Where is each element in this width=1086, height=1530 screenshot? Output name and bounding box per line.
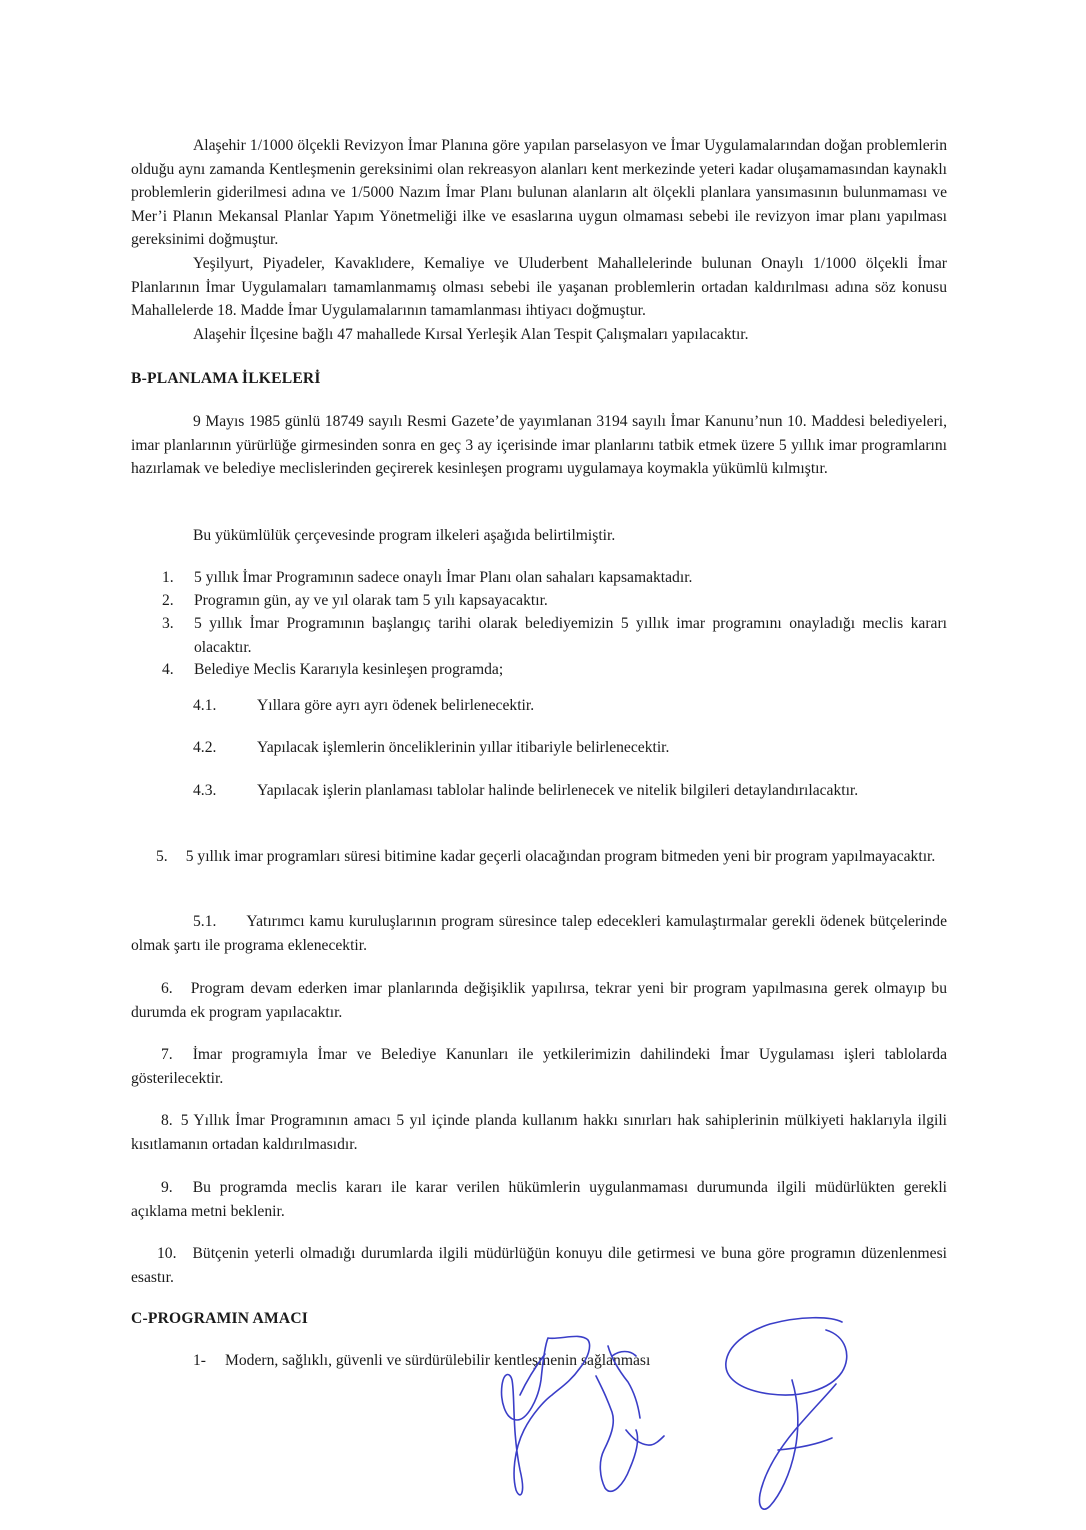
list-item-number: 8.	[161, 1112, 173, 1129]
section-c-heading: C-PROGRAMIN AMACI	[131, 1310, 309, 1327]
list-item	[131, 1109, 947, 1156]
sub-list-item-number: 4.1.	[193, 697, 217, 714]
list-item-text: İmar programıyla İmar ve Belediye Kanunları ile yetkilerimizin dahilindeki İmar Uygulaması işleri tablolarda gösterilecektir.	[131, 1046, 947, 1087]
sub-list-item-text: Yapılacak işlemlerin önceliklerinin yıllar itibariyle belirlenecektir.	[257, 739, 670, 756]
section-b-paragraph-1: 9 Mayıs 1985 günlü 18749 sayılı Resmi Gazete’de yayımlanan 3194 sayılı İmar Kanunu’nun 10. Maddesi belediyeleri, imar planlarının yürürlüğe girmesinden sonra en geç 3 ay içerisinde imar planlarını tatbik etmek üzere 5 yıllık imar programlarını hazırlamak ve belediye meclislerinden geçirerek kesinleşen programı uygulamaya koymakla yükümlü kılmıştır.	[131, 413, 947, 478]
sub-list-item-number: 4.3.	[193, 782, 217, 799]
list-item-text: Programın gün, ay ve yıl olarak tam 5 yılı kapsayacaktır.	[194, 592, 548, 609]
sub-list-item	[193, 779, 947, 803]
list-item-text: Program devam ederken imar planlarında değişiklik yapılırsa, tekrar yeni bir program yapılmasına gerek olmayıp bu durumda ek program yapılacaktır.	[131, 980, 947, 1021]
list-item	[162, 612, 947, 659]
sub-list-item	[193, 736, 947, 760]
list-item-text: 5 yıllık imar programları süresi bitimine kadar geçerli olacağından program bitmeden yeni bir program yapılmayacaktır.	[185, 848, 936, 865]
list-item-text: 5 Yıllık İmar Programının amacı 5 yıl içinde planda kullanım hakkı sınırları hak sahiplerinin mülkiyeti haklarıyla ilgili kısıtlamanın ortadan kaldırılmasıdır.	[131, 1112, 947, 1153]
sub-list-item-text: Yatırımcı kamu kuruluşlarının program süresince talep edecekleri kamulaştırmalar gerekli ödenek bütçelerinde olmak şartı ile programa eklenecektir.	[131, 913, 947, 954]
list-item-number: 7.	[161, 1046, 173, 1063]
list-item	[193, 1349, 947, 1373]
sub-list-item-text: Yapılacak işlerin planlaması tablolar halinde belirlenecek ve nitelik bilgileri detaylandırılacaktır.	[257, 782, 859, 799]
list-item-text: Belediye Meclis Kararıyla kesinleşen programda;	[194, 661, 504, 678]
section-b-heading: B-PLANLAMA İLKELERİ	[131, 370, 321, 387]
list-item-number: 10.	[157, 1245, 177, 1262]
sub-list-item-number: 5.1.	[193, 913, 217, 930]
sub-list-item	[131, 910, 947, 957]
list-item-text: Bütçenin yeterli olmadığı durumlarda ilgili müdürlüğün konuyu dile getirmesi ve buna göre programın düzenlenmesi esastır.	[131, 1245, 947, 1286]
sub-list-item-text: Yıllara göre ayrı ayrı ödenek belirlenecektir.	[257, 697, 535, 714]
list-item-number: 9.	[161, 1179, 173, 1196]
list-item-number: 2.	[162, 592, 174, 609]
sub-list-item	[193, 694, 947, 718]
intro-paragraph-1: Alaşehir 1/1000 ölçekli Revizyon İmar Planına göre yapılan parselasyon ve İmar Uygulamalarından doğan problemlerin olduğu aynı zamanda Kentleşmenin gereksinimi olan rekreasyon alanları kent merkezinde yeteri kadar oluşamamasından kaynaklı problemlerin giderilmesi adına ve 1/5000 Nazım İmar Planı bulunan alanların alt ölçekli planlara yansımasının bulunmaması ve Mer’i Planın Mekansal Planlar Yapım Yönetmeliği ilke ve esaslarına uygun olmaması sebebi ile revizyon imar planı yapılması gereksinimi doğmuştur.	[131, 137, 947, 249]
section-b-paragraph-2: Bu yükümlülük çerçevesinde program ilkeleri aşağıda belirtilmiştir.	[193, 527, 616, 544]
list-item	[131, 977, 947, 1024]
intro-paragraph-3: Alaşehir İlçesine bağlı 47 mahallede Kırsal Yerleşik Alan Tespit Çalışmaları yapılacaktır.	[193, 326, 749, 343]
list-item-text: 5 yıllık İmar Programının sadece onaylı İmar Planı olan sahaları kapsamaktadır.	[194, 569, 693, 586]
list-item	[162, 589, 947, 613]
intro-paragraph-2: Yeşilyurt, Piyadeler, Kavaklıdere, Kemaliye ve Uluderbent Mahallelerinde bulunan Onaylı 1/1000 ölçekli İmar Planlarının İmar Uygulamaları tamamlanmamış olması sebebi ile yaşanan problemlerin ortadan kaldırılması adına söz konusu Mahallelerde 18. Madde İmar Uygulamalarının tamamlanması ihtiyacı doğmuştur.	[131, 255, 947, 320]
list-item	[131, 1242, 947, 1289]
list-item-number: 6.	[161, 980, 173, 997]
list-item-number: 1-	[193, 1352, 206, 1369]
list-item-text: 5 yıllık İmar Programının başlangıç tarihi olarak belediyemizin 5 yıllık imar programını onayladığı meclis kararı olacaktır.	[194, 615, 947, 656]
list-item	[162, 566, 947, 590]
sub-list-item-number: 4.2.	[193, 739, 217, 756]
list-item	[162, 658, 947, 682]
list-item-number: 5.	[156, 848, 168, 865]
list-item-text: Bu programda meclis kararı ile karar verilen hükümlerin uygulanmaması durumunda ilgili müdürlükten gerekli açıklama metni beklenir.	[131, 1179, 947, 1220]
list-item-number: 4.	[162, 661, 174, 678]
list-item	[131, 845, 947, 869]
list-item	[131, 1176, 947, 1223]
list-item-number: 1.	[162, 569, 174, 586]
list-item-number: 3.	[162, 615, 174, 632]
list-item-text: Modern, sağlıklı, güvenli ve sürdürülebilir kentleşmenin sağlanması	[225, 1352, 651, 1369]
list-item	[131, 1043, 947, 1090]
